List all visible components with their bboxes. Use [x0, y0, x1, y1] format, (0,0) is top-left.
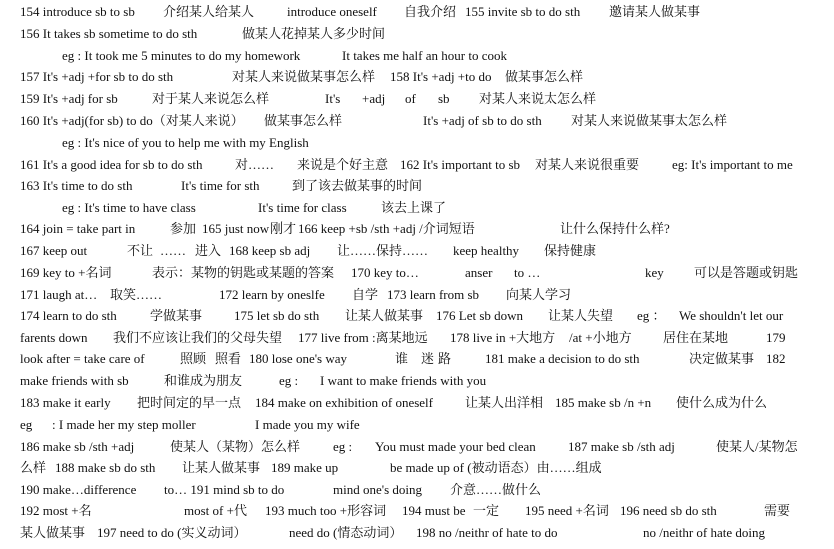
text-segment: 197 need to do (实义动词）: [97, 525, 247, 540]
text-segment: 让某人做某事: [345, 308, 424, 323]
text-segment: 自我介绍: [404, 4, 457, 19]
text-segment: 184 make on exhibition of oneself: [255, 395, 433, 410]
text-segment: anser: [465, 265, 493, 280]
text-segment: 一定: [473, 503, 500, 518]
text-segment: eg : It's nice of you to help me with my English: [62, 135, 309, 150]
text-segment: 决定做某事: [689, 351, 755, 366]
text-segment: 使什么成为什么: [676, 395, 768, 410]
text-segment: 保持健康: [544, 243, 597, 258]
text-segment: 194 must be: [402, 503, 466, 518]
text-segment: 取笑……: [110, 287, 163, 302]
text-segment: 到了该去做某事的时间: [292, 178, 423, 193]
text-segment: 183 make it early: [20, 395, 111, 410]
text-segment: 165 just now: [202, 221, 270, 236]
text-segment: 让什么保持什么样?: [560, 221, 670, 236]
text-segment: 180 lose one's way: [249, 351, 348, 366]
text-segment: 对某人来说很重要: [535, 157, 640, 172]
text-segment: It's: [325, 91, 341, 106]
text-segment: 学做某事: [150, 308, 203, 323]
text-segment: 表示：某物的钥匙或某题的答案: [152, 265, 335, 280]
text-segment: 172 learn by oneslfe: [219, 287, 325, 302]
text-segment: 我们不应该让我们的父母失望: [113, 330, 283, 345]
text-segment: It takes me half an hour to cook: [342, 48, 507, 63]
text-segment: 196 need sb do sth: [620, 503, 717, 518]
text-segment: 需要: [764, 503, 791, 518]
text-segment: 188 make sb do sth: [55, 460, 156, 475]
text-segment: 174 learn to do sth: [20, 308, 117, 323]
text-segment: 谁: [395, 351, 409, 366]
text-segment: 181 make a decision to do sth: [485, 351, 640, 366]
text-segment: 179: [766, 330, 786, 345]
text-segment: 迷: [421, 351, 435, 366]
text-segment: 166 keep +sb /sth +adj /介词短语: [298, 221, 475, 236]
text-segment: to …: [514, 265, 541, 280]
text-segment: : I made her my step moller: [52, 417, 196, 432]
text-segment: 157 It's +adj +for sb to do sth: [20, 69, 174, 84]
text-segment: I made you my wife: [255, 417, 360, 432]
text-segment: 169 key to +名词: [20, 265, 112, 280]
text-segment: of: [405, 91, 416, 106]
text-segment: 对……: [235, 157, 275, 172]
text-segment: 路: [438, 351, 452, 366]
text-segment: 158 It's +adj +to do: [390, 69, 492, 84]
text-segment: need do (情态动词）: [289, 525, 403, 540]
text-segment: 193 much too +形容词: [265, 503, 387, 518]
text-segment: mind one's doing: [333, 482, 423, 497]
text-segment: 173 learn from sb: [387, 287, 480, 302]
text-segment: 175 let sb do sth: [234, 308, 320, 323]
text-segment: 某人做某事: [20, 525, 86, 540]
text-segment: keep healthy: [453, 243, 520, 258]
text-segment: 192 most +名: [20, 503, 92, 518]
text-segment: +adj: [362, 91, 386, 106]
text-segment: 160 It's +adj(for sb) to do（对某人来说）: [20, 113, 244, 128]
text-segment: look after = take care of: [20, 351, 145, 366]
text-segment: 168 keep sb adj: [229, 243, 311, 258]
text-segment: 170 key to…: [351, 265, 419, 280]
text-segment: 照看: [215, 351, 242, 366]
text-segment: 居住在某地: [663, 330, 729, 345]
text-segment: 让某人失望: [548, 308, 614, 323]
text-segment: 163 It's time to do sth: [20, 178, 133, 193]
text-segment: /at +小地方: [569, 330, 632, 345]
text-segment: 182: [766, 351, 786, 366]
text-segment: 186 make sb /sth +adj: [20, 439, 135, 454]
text-segment: 让某人出洋相: [465, 395, 544, 410]
text-segment: 做某人花掉某人多少时间: [242, 26, 386, 41]
text-segment: 参加: [170, 221, 197, 236]
text-segment: It's time for sth: [181, 178, 260, 193]
text-segment: 187 make sb /sth adj: [568, 439, 675, 454]
text-segment: make friends with sb: [20, 373, 129, 388]
text-segment: eg : It took me 5 minutes to do my homework: [62, 48, 301, 63]
text-segment: 198 no /neithr of hate to do: [416, 525, 558, 540]
text-segment: eg : It's time to have class: [62, 200, 196, 215]
text-segment: 可以是答题或钥匙: [694, 265, 799, 280]
text-segment: It's time for class: [258, 200, 347, 215]
text-segment: 176 Let sb down: [436, 308, 524, 323]
text-segment: key: [645, 265, 664, 280]
text-segment: 对于某人来说怎么样: [152, 91, 270, 106]
text-segment: 把时间定的早一点: [137, 395, 242, 410]
text-segment: 155 invite sb to do sth: [465, 4, 581, 19]
text-segment: 刚才: [270, 221, 297, 236]
text-segment: introduce oneself: [287, 4, 377, 19]
text-segment: 做某事怎么样: [505, 69, 584, 84]
text-segment: 自学: [352, 287, 379, 302]
text-segment: 171 laugh at…: [20, 287, 98, 302]
text-segment: 让某人做某事: [182, 460, 261, 475]
text-segment: 介意……做什么: [450, 482, 542, 497]
text-segment: 使某人（某物）怎么样: [170, 439, 301, 454]
text-segment: eg: [20, 417, 33, 432]
text-segment: 来说是个好主意: [297, 157, 389, 172]
text-segment: 介绍某人给某人: [163, 4, 255, 19]
text-segment: 189 make up: [271, 460, 339, 475]
text-segment: sb: [438, 91, 450, 106]
text-segment: 进入: [195, 243, 222, 258]
text-segment: 177 live from :离某地远: [298, 330, 428, 345]
text-segment: 161 It's a good idea for sb to do sth: [20, 157, 203, 172]
text-segment: be made up of (被动语态）由……组成: [390, 460, 602, 475]
text-segment: 154 introduce sb to sb: [20, 4, 135, 19]
text-segment: eg ：: [637, 308, 666, 323]
text-segment: farents down: [20, 330, 88, 345]
text-segment: eg :: [333, 439, 353, 454]
text-segment: 么样: [20, 460, 47, 475]
text-segment: 185 make sb /n +n: [555, 395, 652, 410]
text-segment: most of +代: [184, 503, 247, 518]
text-segment: 做某事怎么样: [264, 113, 343, 128]
text-segment: 190 make…difference: [20, 482, 137, 497]
text-segment: 167 keep out: [20, 243, 88, 258]
text-segment: 156 It takes sb sometime to do sth: [20, 26, 198, 41]
text-segment: 让……保持……: [337, 243, 429, 258]
text-segment: You must made your bed clean: [375, 439, 536, 454]
text-segment: 178 live in +大地方: [450, 330, 556, 345]
text-segment: 195 need +名词: [525, 503, 609, 518]
text-segment: eg :: [279, 373, 299, 388]
text-segment: 使某人/某物怎: [716, 439, 798, 454]
text-segment: 159 It's +adj for sb: [20, 91, 118, 106]
text-segment: to… 191 mind sb to do: [164, 482, 285, 497]
text-segment: 向某人学习: [506, 287, 572, 302]
text-segment: We shouldn't let our: [679, 308, 784, 323]
text-segment: eg: It's important to me: [672, 157, 793, 172]
text-segment: 对某人来说做某事太怎么样: [571, 113, 728, 128]
text-segment: It's +adj of sb to do sth: [423, 113, 542, 128]
text-segment: 照顾: [180, 351, 207, 366]
text-segment: 该去上课了: [381, 200, 447, 215]
text-segment: no /neithr of hate doing: [643, 525, 766, 540]
text-segment: 邀请某人做某事: [609, 4, 701, 19]
text-segment: ……: [160, 243, 186, 258]
text-segment: I want to make friends with you: [320, 373, 487, 388]
text-segment: 162 It's important to sb: [400, 157, 521, 172]
text-segment: 对某人来说太怎么样: [479, 91, 597, 106]
text-segment: 164 join = take part in: [20, 221, 136, 236]
text-segment: 和谁成为朋友: [164, 373, 243, 388]
text-segment: 不让: [127, 243, 154, 258]
text-segment: 对某人来说做某事怎么样: [232, 69, 376, 84]
